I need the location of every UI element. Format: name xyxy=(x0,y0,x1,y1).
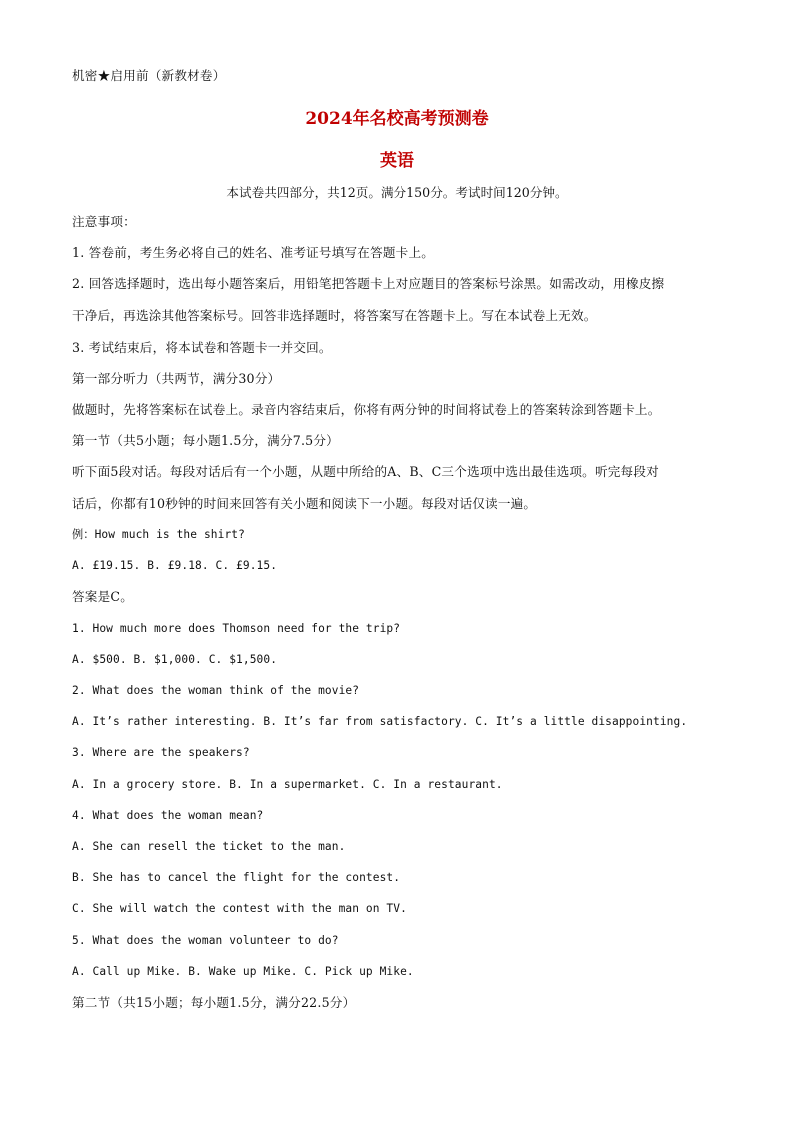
question-1-options: A. $500. B. $1,000. C. $1,500. xyxy=(72,653,278,666)
subject-title: 英语 xyxy=(380,151,414,171)
note-item-3: 3. 考试结束后，将本试卷和答题卡一并交回。 xyxy=(72,340,332,355)
question-5: 5. What does the woman volunteer to do? xyxy=(72,934,339,947)
exam-info: 本试卷共四部分，共12页。满分150分。考试时间120分钟。 xyxy=(226,185,568,200)
question-1: 1. How much more does Thomson need for the trip? xyxy=(72,622,401,635)
question-4-option-b: B. She has to cancel the flight for the contest. xyxy=(72,871,401,884)
question-2-options: A. It’s rather interesting. B. It’s far from satisfactory. C. It’s a little disappointing. xyxy=(72,715,688,728)
confidential-label: 机密★启用前（新教材卷） xyxy=(72,68,226,83)
question-5-options: A. Call up Mike. B. Wake up Mike. C. Pick up Mike. xyxy=(72,965,414,978)
part1-instruction: 做题时，先将答案标在试卷上。录音内容结束后，你将有两分钟的时间将试卷上的答案转涂到答题卡上。 xyxy=(72,402,661,417)
question-3-options: A. In a grocery store. B. In a supermarket. C. In a restaurant. xyxy=(72,778,503,791)
note-item-2-line-1: 2. 回答选择题时，选出每小题答案后，用铅笔把答题卡上对应题目的答案标号涂黑。如需改动，用橡皮擦 xyxy=(72,276,665,291)
section2-heading: 第二节（共15小题；每小题1.5分，满分22.5分） xyxy=(72,995,356,1010)
example-options: A. £19.15. B. £9.18. C. £9.15. xyxy=(72,559,278,572)
section1-instruction-line-2: 话后，你都有10秒钟的时间来回答有关小题和阅读下一小题。每段对话仅读一遍。 xyxy=(72,496,537,511)
notes-heading: 注意事项： xyxy=(72,214,136,229)
question-4: 4. What does the woman mean? xyxy=(72,809,264,822)
exam-title: 2024年名校高考预测卷 xyxy=(305,109,489,129)
question-2: 2. What does the woman think of the movie? xyxy=(72,684,360,697)
example-question: 例：How much is the shirt? xyxy=(72,528,245,541)
question-4-option-a: A. She can resell the ticket to the man. xyxy=(72,840,346,853)
note-item-1: 1. 答卷前，考生务必将自己的姓名、准考证号填写在答题卡上。 xyxy=(72,245,435,260)
note-item-2-line-2: 干净后，再选涂其他答案标号。回答非选择题时，将答案写在答题卡上。写在本试卷上无效。 xyxy=(72,308,597,323)
section1-instruction-line-1: 听下面5段对话。每段对话后有一个小题，从题中所给的A、B、C三个选项中选出最佳选项。听完每段对 xyxy=(72,464,659,479)
part1-heading: 第一部分听力（共两节，满分30分） xyxy=(72,371,281,386)
example-answer: 答案是C。 xyxy=(72,589,134,604)
section1-heading: 第一节（共5小题；每小题1.5分，满分7.5分） xyxy=(72,433,339,448)
question-4-option-c: C. She will watch the contest with the man on TV. xyxy=(72,902,407,915)
question-3: 3. Where are the speakers? xyxy=(72,746,250,759)
